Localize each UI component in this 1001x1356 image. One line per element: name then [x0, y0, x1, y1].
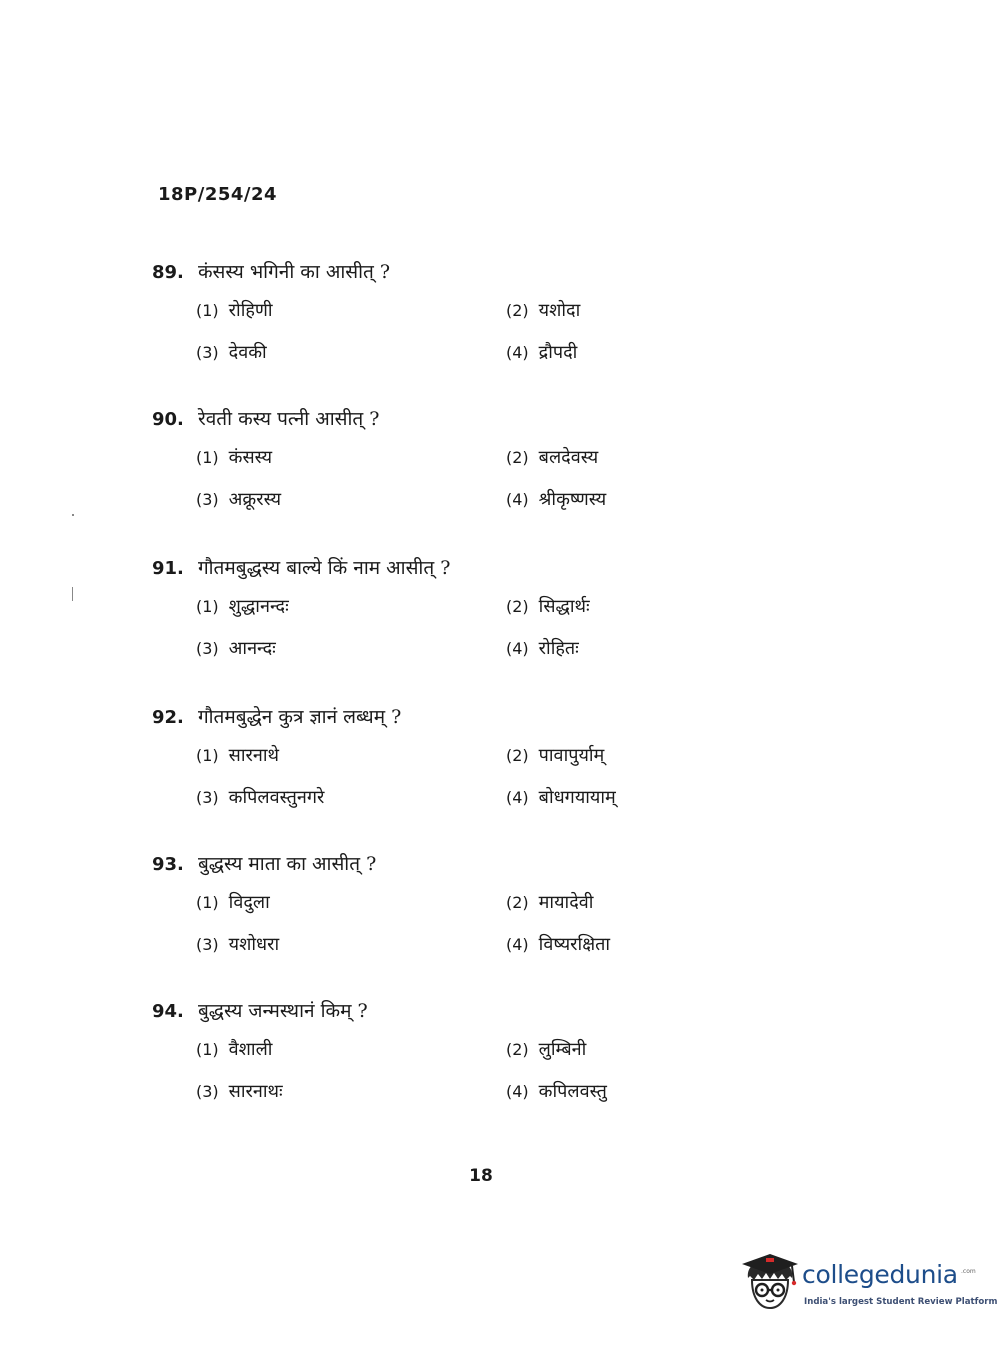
brand-domain-suffix: .com — [961, 1268, 976, 1275]
option-2 — [506, 890, 706, 920]
option-number: (3) — [196, 490, 219, 509]
option-text: कपिलवस्तु — [538, 1081, 607, 1102]
option-number: (1) — [196, 597, 219, 616]
option-text: शुद्धानन्दः — [228, 596, 289, 617]
question-stem — [152, 405, 712, 435]
option-3 — [196, 340, 506, 370]
option-number: (4) — [506, 788, 529, 807]
question-90 — [152, 405, 712, 517]
option-4 — [506, 1079, 706, 1109]
question-text: बुद्धस्य माता का आसीत् ? — [197, 853, 377, 875]
option-number: (2) — [506, 448, 529, 467]
question-number: 89. — [152, 262, 184, 283]
option-1 — [196, 445, 506, 475]
option-text: आनन्दः — [228, 638, 276, 659]
option-text: द्रौपदी — [538, 342, 578, 363]
question-number: 91. — [152, 558, 184, 579]
option-number: (1) — [196, 893, 219, 912]
option-text: कंसस्य — [228, 447, 273, 468]
option-text: वैशाली — [228, 1039, 273, 1060]
option-3 — [196, 487, 506, 517]
option-text: बोधगयायाम् — [538, 787, 616, 808]
option-text: पावापुर्याम् — [538, 745, 605, 766]
option-2 — [506, 743, 706, 773]
option-number: (4) — [506, 343, 529, 362]
question-number: 92. — [152, 707, 184, 728]
option-2 — [506, 445, 706, 475]
option-number: (3) — [196, 639, 219, 658]
option-text: विदुला — [228, 892, 270, 913]
mascot-logo-icon — [740, 1252, 800, 1314]
question-number: 94. — [152, 1001, 184, 1022]
option-number: (2) — [506, 597, 529, 616]
option-2 — [506, 1037, 706, 1067]
scan-speck — [72, 514, 74, 516]
brand-name: collegedunia — [802, 1260, 958, 1289]
option-number: (1) — [196, 746, 219, 765]
option-number: (3) — [196, 788, 219, 807]
question-stem — [152, 997, 712, 1027]
option-number: (1) — [196, 448, 219, 467]
option-text: श्रीकृष्णस्य — [538, 489, 607, 510]
question-stem — [152, 554, 712, 584]
option-4 — [506, 785, 706, 815]
option-number: (4) — [506, 1082, 529, 1101]
option-number: (3) — [196, 1082, 219, 1101]
option-text: लुम्बिनी — [538, 1039, 587, 1060]
option-number: (2) — [506, 893, 529, 912]
option-text: रोहिणी — [228, 300, 273, 321]
options-grid — [196, 594, 712, 666]
option-3 — [196, 636, 506, 666]
question-number: 93. — [152, 854, 184, 875]
option-text: सारनाथे — [228, 745, 280, 766]
question-text: रेवती कस्य पत्नी आसीत् ? — [197, 408, 380, 430]
option-number: (4) — [506, 935, 529, 954]
option-text: देवकी — [228, 342, 267, 363]
option-number: (1) — [196, 301, 219, 320]
option-1 — [196, 298, 506, 328]
option-number: (4) — [506, 490, 529, 509]
brand-tagline: India's largest Student Review Platform — [804, 1297, 998, 1307]
option-number: (2) — [506, 746, 529, 765]
question-number: 90. — [152, 409, 184, 430]
option-1 — [196, 890, 506, 920]
option-4 — [506, 932, 706, 962]
question-89 — [152, 258, 712, 370]
option-text: रोहितः — [538, 638, 579, 659]
option-number: (3) — [196, 935, 219, 954]
options-grid — [196, 298, 712, 370]
option-3 — [196, 1079, 506, 1109]
collegedunia-watermark — [738, 1246, 998, 1326]
option-number: (2) — [506, 1040, 529, 1059]
scan-speck — [72, 587, 73, 601]
page-number: 18 — [469, 1166, 493, 1186]
question-94 — [152, 997, 712, 1109]
option-text: विष्यरक्षिता — [538, 934, 611, 955]
option-text: यशोधरा — [228, 934, 280, 955]
option-4 — [506, 487, 706, 517]
question-text: गौतमबुद्धस्य बाल्ये किं नाम आसीत् ? — [197, 557, 451, 579]
option-4 — [506, 636, 706, 666]
option-1 — [196, 743, 506, 773]
option-text: मायादेवी — [538, 892, 594, 913]
question-text: बुद्धस्य जन्मस्थानं किम् ? — [197, 1000, 368, 1022]
option-text: यशोदा — [538, 300, 581, 321]
question-93 — [152, 850, 712, 962]
option-1 — [196, 1037, 506, 1067]
option-text: कपिलवस्तुनगरे — [228, 787, 325, 808]
paper-code: 18P/254/24 — [158, 184, 278, 205]
option-2 — [506, 298, 706, 328]
option-3 — [196, 785, 506, 815]
option-number: (1) — [196, 1040, 219, 1059]
question-stem — [152, 703, 712, 733]
options-grid — [196, 445, 712, 517]
option-text: सिद्धार्थः — [538, 596, 590, 617]
option-text: अक्रूरस्य — [228, 489, 282, 510]
options-grid — [196, 890, 712, 962]
question-text: कंसस्य भगिनी का आसीत् ? — [197, 261, 391, 283]
option-4 — [506, 340, 706, 370]
option-number: (4) — [506, 639, 529, 658]
options-grid — [196, 743, 712, 815]
option-number: (3) — [196, 343, 219, 362]
option-3 — [196, 932, 506, 962]
option-number: (2) — [506, 301, 529, 320]
question-stem — [152, 258, 712, 288]
question-92 — [152, 703, 712, 815]
option-text: बलदेवस्य — [538, 447, 599, 468]
question-91 — [152, 554, 712, 666]
options-grid — [196, 1037, 712, 1109]
question-stem — [152, 850, 712, 880]
option-1 — [196, 594, 506, 624]
option-text: सारनाथः — [228, 1081, 283, 1102]
option-2 — [506, 594, 706, 624]
question-text: गौतमबुद्धेन कुत्र ज्ञानं लब्धम् ? — [197, 706, 402, 728]
